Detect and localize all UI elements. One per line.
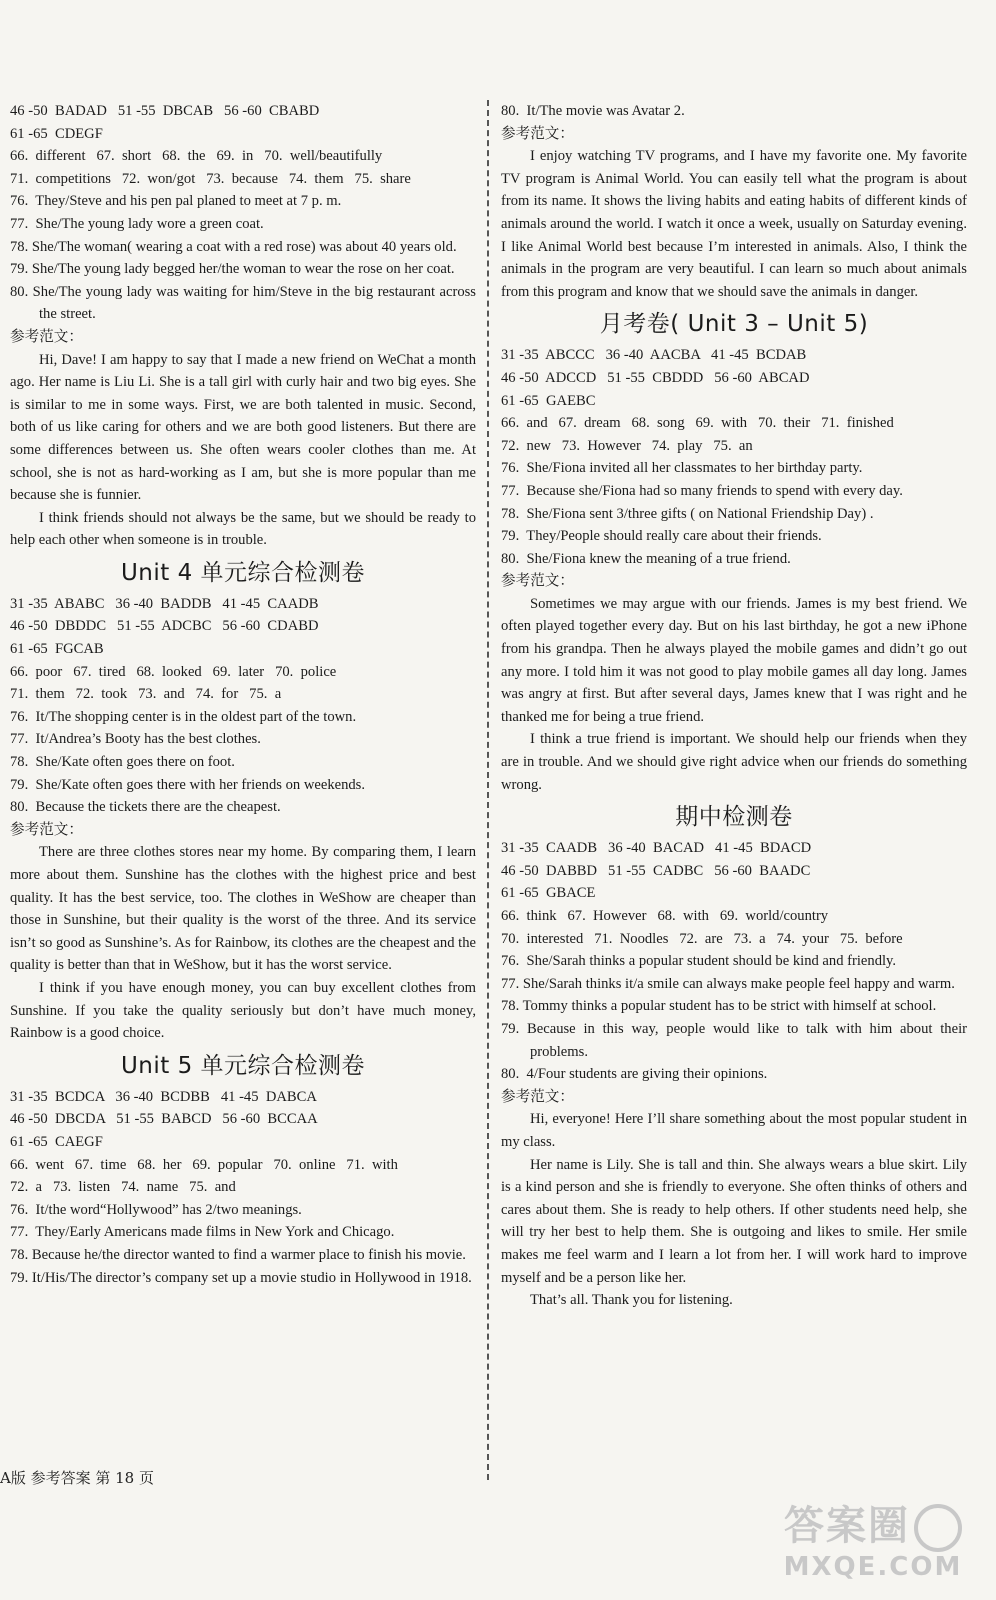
answer-line: 66. think 67. However 68. with 69. world/country (501, 908, 829, 924)
essay-paragraph: Sometimes we may argue with our friends. James is my best friend. We often played together every day. But on his last birthday, he got a new iPhone from his grandpa. Then he always played the mobile games and didn’t go out any more. I told him it was not good to play mobile games all day long. James was angry at first. But after several days, James knew that I was right and he thanked me for being a true friend. (501, 595, 967, 725)
answer-line: 80. She/The young lady was waiting for him/Steve in the big restaurant across the street. (10, 283, 476, 323)
reference-essay-label: 参考范文： (10, 327, 83, 345)
page-footer: A版 参考答案 第 18 页 (0, 1469, 154, 1487)
reference-essay-label: 参考范文： (501, 572, 574, 590)
answer-line: 31 -35 CAADB 36 -40 BACAD 41 -45 BDACD (501, 840, 812, 857)
answer-line: 61 -65 FGCAB (10, 641, 104, 658)
answer-line: 76. She/Fiona invited all her classmates to her birthday party. (501, 460, 863, 477)
watermark-text: 答案圈 (778, 1500, 968, 1552)
answer-line: 61 -65 CDEGF (10, 125, 103, 142)
essay-paragraph: Hi, Dave! I am happy to say that I made a new friend on WeChat a month ago. Her name is Liu Li. She is a tall girl with curly hair and two big eyes. She is similar to me in some ways. First, we are both talented in music. Second, both of us like caring for others and we are both good listeners. But there are some differences between us. She often wears cooler clothes than me. At school, she is not as hard-working as I am, but she is more popular than me because she is funnier. (10, 351, 476, 504)
answer-line: 66. and 67. dream 68. song 69. with 70. their 71. finished (501, 415, 894, 432)
answer-line: 77. She/The young lady wore a green coat. (10, 215, 264, 232)
answer-line: 61 -65 GBACE (501, 885, 596, 902)
answer-line: 31 -35 ABABC 36 -40 BADDB 41 -45 CAADB (10, 595, 319, 612)
badge-icon (914, 1504, 962, 1552)
answer-line: 78. She/The woman( wearing a coat with a red rose) was about 40 years old. (10, 238, 457, 255)
essay-paragraph: There are three clothes stores near my home. By comparing them, I learn more about them. Sunshine has the clothes with the highest price and best quality. It has the best service, too. The clothes in WeShow are cheaper than those in Sunshine, but their quality is the worst of the three. And its service isn’t so good as Sunshine’s. As for Rainbow, its clothes are the cheapest and the quality is better than that in WeShow, but it has the worst service. (10, 844, 476, 974)
column-divider (487, 100, 489, 1480)
answer-line: 80. Because the tickets there are the cheapest. (10, 799, 281, 816)
answer-line: 71. them 72. took 73. and 74. for 75. a (10, 686, 282, 703)
answer-line: 78. Tommy thinks a popular student has to be strict with himself at school. (501, 998, 937, 1015)
watermark-url: MXQE.COM (783, 1552, 963, 1582)
answer-line: 31 -35 BCDCA 36 -40 BCDBB 41 -45 DABCA (10, 1088, 317, 1105)
answer-line: 76. It/The shopping center is in the oldest part of the town. (10, 708, 357, 725)
answer-line: 78. She/Fiona sent 3/three gifts ( on National Friendship Day) . (501, 505, 874, 522)
answer-line: 79. It/His/The director’s company set up a movie studio in Hollywood in 1918. (10, 1269, 472, 1286)
answer-line: 77. Because she/Fiona had so many friends to spend with every day. (501, 482, 903, 499)
answer-line: 31 -35 ABCCC 36 -40 AACBA 41 -45 BCDAB (501, 347, 807, 364)
reference-essay-label: 参考范文： (10, 820, 83, 838)
essay-paragraph: Her name is Lily. She is tall and thin. She always wears a blue skirt. Lily is a kind person and she is friendly to everyone. She often thinks of others and cares about them. She is ready to help others. If other students need help, she will try her best to help them. She is outgoing and likes to smile. Her smile makes me feel warm and I learn a lot from her. I will work hard to improve myself and be a person like her. (501, 1156, 967, 1286)
answer-line: 80. She/Fiona knew the meaning of a true friend. (501, 550, 791, 567)
right-column (501, 100, 967, 1312)
answer-line: 66. poor 67. tired 68. looked 69. later 70. police (10, 663, 337, 680)
answer-line: 80. It/The movie was Avatar 2. (501, 103, 685, 119)
answer-line: 61 -65 CAEGF (10, 1133, 103, 1150)
answer-line: 70. interested 71. Noodles 72. are 73. a 74. your 75. before (501, 930, 903, 947)
section-title-unit4: Unit 4 单元综合检测卷 (120, 559, 366, 586)
left-column (10, 100, 476, 1289)
reference-essay-label: 参考范文： (501, 124, 574, 142)
answer-line: 66. went 67. time 68. her 69. popular 70. online 71. with (10, 1156, 398, 1173)
answer-line: 71. competitions 72. won/got 73. because 74. them 75. share (10, 170, 411, 187)
answer-line: 61 -65 GAEBC (501, 392, 596, 409)
answer-line: 80. 4/Four students are giving their opinions. (501, 1066, 768, 1083)
watermark-logo (778, 1500, 968, 1595)
answer-line: 46 -50 DBCDA 51 -55 BABCD 56 -60 BCCAA (10, 1111, 318, 1128)
answer-line: 78. Because he/the director wanted to find a warmer place to finish his movie. (10, 1246, 466, 1263)
answer-line: 72. new 73. However 74. play 75. an (501, 437, 753, 454)
answer-line: 46 -50 ADCCD 51 -55 CBDDD 56 -60 ABCAD (501, 369, 810, 386)
answer-line: 76. It/the word“Hollywood” has 2/two meanings. (10, 1201, 302, 1218)
answer-line: 79. She/Kate often goes there with her friends on weekends. (10, 776, 366, 793)
reference-essay-label: 参考范文： (501, 1087, 574, 1105)
section-title-monthly: 月考卷( Unit 3 – Unit 5) (599, 311, 869, 338)
answer-line: 76. They/Steve and his pen pal planed to meet at 7 p. m. (10, 193, 342, 210)
answer-line: 79. Because in this way, people would like to talk with him about their problems. (501, 1020, 967, 1060)
section-title-midterm: 期中检测卷 (675, 804, 793, 831)
section-title-unit5: Unit 5 单元综合检测卷 (120, 1052, 366, 1079)
essay-paragraph: I think friends should not always be the same, but we should be ready to help each other when someone is in trouble. (10, 509, 476, 549)
answer-line: 77. It/Andrea’s Booty has the best clothes. (10, 731, 261, 748)
essay-paragraph: That’s all. Thank you for listening. (530, 1292, 733, 1309)
answer-line: 79. She/The young lady begged her/the woman to wear the rose on her coat. (10, 261, 455, 278)
essay-paragraph: I think a true friend is important. We should help our friends when they are in trouble. And we should give right advice when our friends do something wrong. (501, 731, 967, 793)
answer-line: 72. a 73. listen 74. name 75. and (10, 1179, 236, 1196)
answer-line: 77. She/Sarah thinks it/a smile can always make people feel happy and warm. (501, 975, 955, 992)
answer-line: 79. They/People should really care about their friends. (501, 528, 822, 545)
answer-line: 46 -50 DABBD 51 -55 CADBC 56 -60 BAADC (501, 862, 811, 879)
answer-line: 77. They/Early Americans made films in New York and Chicago. (10, 1224, 395, 1241)
answer-line: 66. different 67. short 68. the 69. in 70. well/beautifully (10, 148, 383, 165)
answer-line: 46 -50 DBDDC 51 -55 ADCBC 56 -60 CDABD (10, 618, 319, 635)
answer-line: 46 -50 BADAD 51 -55 DBCAB 56 -60 CBABD (10, 103, 320, 119)
answer-line: 78. She/Kate often goes there on foot. (10, 754, 235, 771)
essay-paragraph: I enjoy watching TV programs, and I have my favorite one. My favorite TV program is Animal World. You can easily tell what the program is about from its name. It shows the living habits and eating habits of different kinds of animals around the world. I watch it once a week, usually on Saturday evening. I like Animal World best because I’m interested in animals. Also, I think the animals in the program are very beautiful. I can learn so much about animals from this program and know that we should save the animals in danger. (501, 148, 967, 300)
answer-line: 76. She/Sarah thinks a popular student should be kind and friendly. (501, 953, 897, 970)
essay-paragraph: I think if you have enough money, you can buy excellent clothes from Sunshine. If you take the quality seriously but don’t have much money, Rainbow is a good choice. (10, 979, 476, 1042)
essay-paragraph: Hi, everyone! Here I’ll share something about the most popular student in my class. (501, 1111, 967, 1150)
